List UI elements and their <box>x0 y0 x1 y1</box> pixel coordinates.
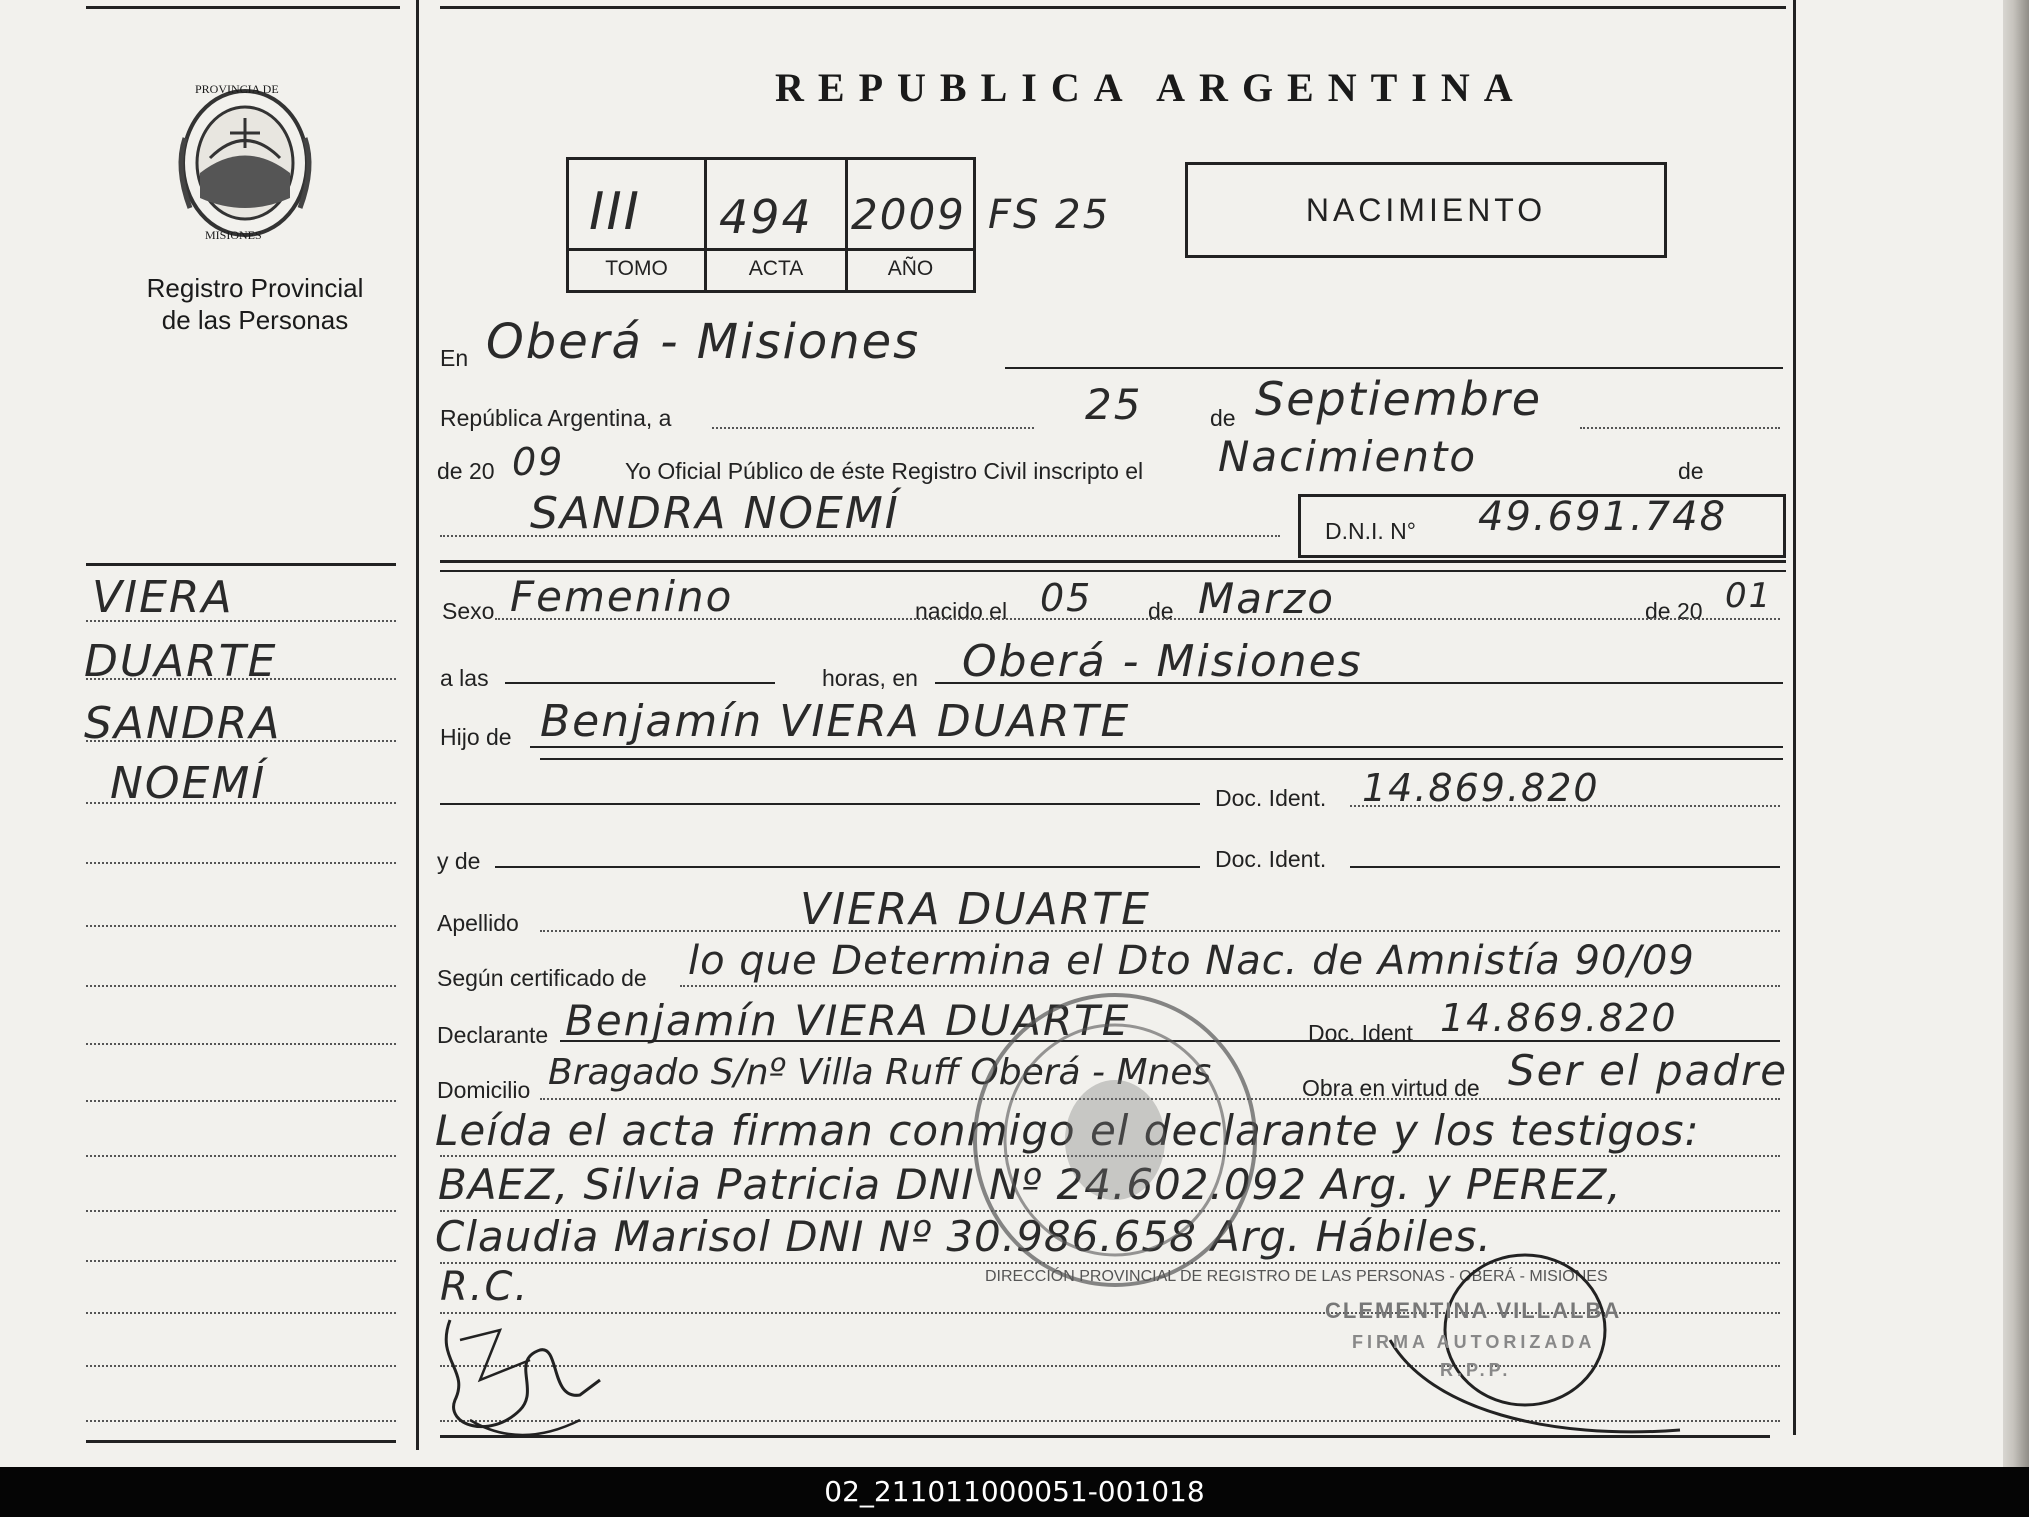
oval-line-3: R.P.P. <box>1440 1360 1512 1380</box>
country-title: REPUBLICA ARGENTINA <box>775 65 1527 110</box>
place-value: Oberá - Misiones <box>486 314 921 370</box>
a-las-label: a las <box>440 665 489 691</box>
year-suffix: 09 <box>512 440 565 484</box>
doc-label-2: Doc. Ident. <box>1215 846 1327 872</box>
reference-box <box>566 157 976 293</box>
apellido-label: Apellido <box>437 910 519 936</box>
registry-line-1: Registro Provincial <box>146 273 364 303</box>
tomo-value: III <box>589 182 642 242</box>
record-type-box <box>1185 162 1667 258</box>
de-label-1: de <box>1210 405 1236 431</box>
declarante-value: Benjamín VIERA DUARTE <box>565 996 1131 1045</box>
book-page-edge <box>2003 0 2029 1467</box>
segun-label: Según certificado de <box>437 965 647 991</box>
registry-line-2: de las Personas <box>161 305 349 335</box>
side-name-4: NOEMÍ <box>110 758 267 809</box>
province-seal <box>170 78 320 248</box>
text-line-2: BAEZ, Silvia Patricia DNI Nº 24.602.092 Arg. y PEREZ, <box>438 1160 1622 1209</box>
anio-value: 2009 <box>851 190 966 239</box>
hijo-label: Hijo de <box>440 724 512 750</box>
father-name: Benjamín VIERA DUARTE <box>540 696 1131 747</box>
obra-value: Ser el padre <box>1508 1046 1789 1095</box>
obra-label: Obra en virtud de <box>1302 1075 1480 1101</box>
birth-month: Marzo <box>1198 574 1335 623</box>
de-label-2: de <box>1678 458 1704 484</box>
top-rule-left <box>86 6 400 9</box>
text-line-3: Claudia Marisol DNI Nº 30.986.658 Arg. Hábiles. <box>435 1212 1492 1261</box>
segun-value: lo que Determina el Dto Nac. de Amnistía 90/09 <box>688 938 1695 984</box>
side-bottom-rule <box>86 1440 396 1443</box>
side-name-1: VIERA <box>92 572 234 623</box>
de20-label-2: de 20 <box>1645 598 1703 624</box>
inscripto-tipo: Nacimiento <box>1218 432 1478 481</box>
day-value: 25 <box>1085 380 1143 429</box>
anio-label: AÑO <box>887 257 934 280</box>
birth-year-suffix: 01 <box>1725 576 1773 616</box>
column-divider <box>416 0 419 1450</box>
apellido-value: VIERA DUARTE <box>800 884 1151 935</box>
image-id-footer: 02_211011000051-001018 <box>0 1467 2029 1517</box>
nacido-label: nacido el <box>915 598 1008 624</box>
horas-label: horas, en <box>822 665 918 691</box>
domicilio-label: Domicilio <box>437 1077 531 1103</box>
side-top-rule <box>86 563 396 566</box>
registry-name <box>100 272 410 336</box>
doc-label-3: Doc. Ident <box>1308 1020 1413 1046</box>
oval-name: CLEMENTINA VILLALBA <box>1325 1298 1622 1323</box>
month-value: Septiembre <box>1255 372 1543 426</box>
signature-officer <box>430 1300 610 1450</box>
record-type: NACIMIENTO <box>1305 192 1547 228</box>
sexo-label: Sexo <box>442 598 495 624</box>
dni-label: D.N.I. N° <box>1325 518 1416 544</box>
father-doc: 14.869.820 <box>1362 766 1600 810</box>
birth-place: Oberá - Misiones <box>962 636 1363 687</box>
doc-label-1: Doc. Ident. <box>1215 785 1327 811</box>
rc-mark: R.C. <box>440 1264 530 1310</box>
tomo-label: TOMO <box>605 257 668 280</box>
acta-label: ACTA <box>748 257 804 280</box>
seal-text-top: PROVINCIA DE <box>195 82 279 96</box>
republica-label: República Argentina, a <box>440 405 672 431</box>
side-name-3: SANDRA <box>84 698 282 749</box>
declarante-doc: 14.869.820 <box>1440 996 1678 1040</box>
right-border <box>1793 0 1796 1435</box>
child-name: SANDRA NOEMÍ <box>530 488 900 539</box>
sexo-value: Femenino <box>510 572 734 621</box>
side-name-2: DUARTE <box>84 636 278 687</box>
round-stamp-text: DIRECCIÓN PROVINCIAL DE REGISTRO DE LAS PERSONAS - OBERÁ - MISIONES <box>985 1268 1608 1285</box>
dni-value: 49.691.748 <box>1478 494 1728 540</box>
acta-value: 494 <box>719 190 813 244</box>
oval-line-2: FIRMA AUTORIZADA <box>1352 1332 1596 1352</box>
de20-label: de 20 <box>437 458 495 484</box>
top-rule-right <box>440 6 1786 9</box>
declarante-label: Declarante <box>437 1022 549 1048</box>
text-line-1: Leída el acta firman conmigo el declarante y los testigos: <box>435 1106 1700 1155</box>
seal-text-bottom: MISIONES <box>205 228 262 242</box>
y-de-label: y de <box>437 848 481 874</box>
birth-day: 05 <box>1040 576 1093 620</box>
oficial-text: Yo Oficial Público de éste Registro Civil inscripto el <box>625 458 1144 484</box>
en-label: En <box>440 345 469 371</box>
de-label-3: de <box>1148 598 1174 624</box>
form-divider-1 <box>440 560 1786 563</box>
domicilio-value: Bragado S/nº Villa Ruff Oberá - Mnes <box>548 1052 1212 1093</box>
folio-note: FS 25 <box>988 192 1111 238</box>
